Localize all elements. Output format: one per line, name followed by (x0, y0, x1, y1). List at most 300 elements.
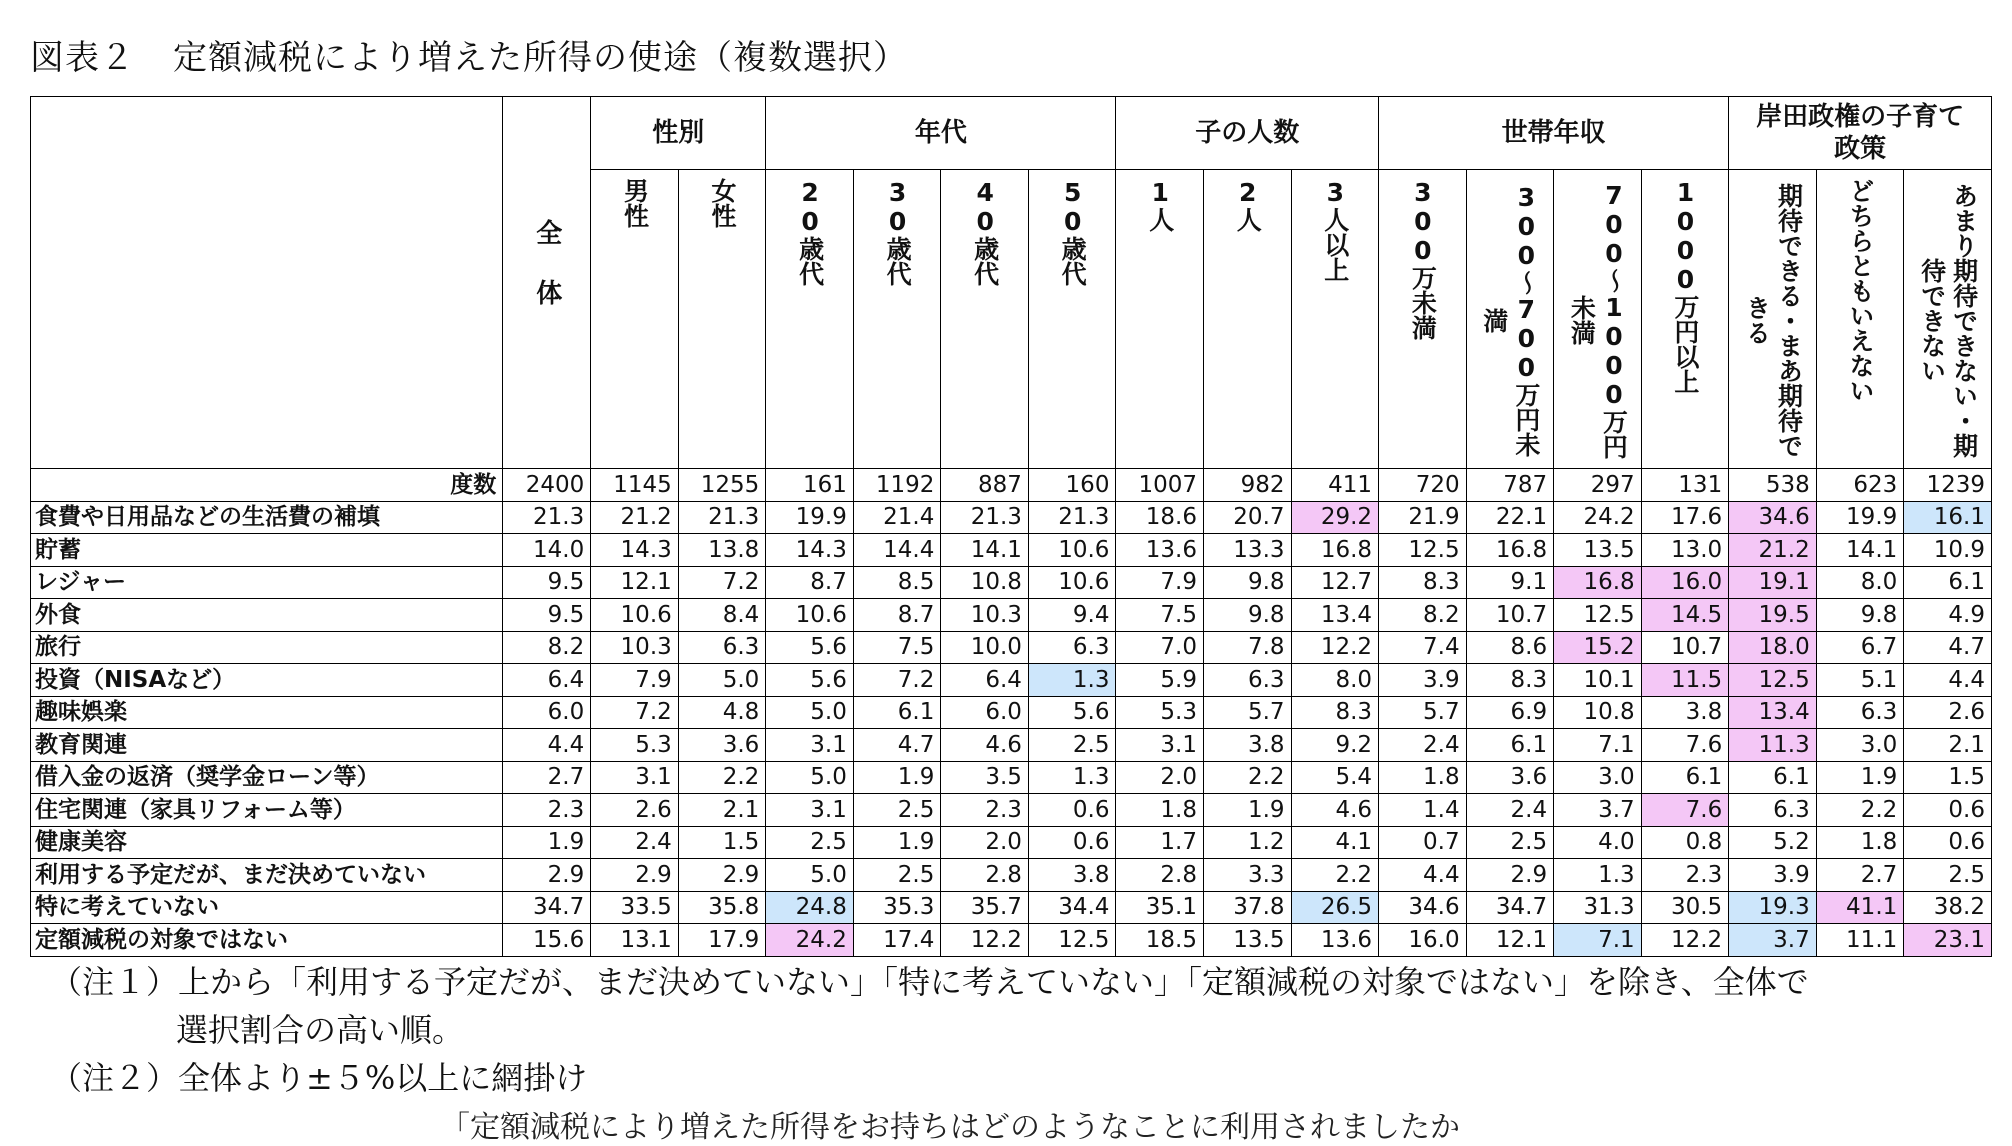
header-total: 全体 (503, 97, 591, 469)
value-cell: 6.3 (1028, 631, 1116, 664)
value-cell: 9.8 (1816, 599, 1904, 632)
value-cell: 12.5 (1379, 534, 1467, 567)
value-cell: 2.3 (941, 794, 1029, 827)
value-cell: 2.2 (1816, 794, 1904, 827)
value-cell: 14.0 (503, 534, 591, 567)
value-cell: 33.5 (591, 891, 679, 924)
value-cell: 12.2 (941, 924, 1029, 957)
value-cell: 20.7 (1203, 501, 1291, 534)
value-cell: 9.4 (1028, 599, 1116, 632)
value-cell: 1.4 (1379, 794, 1467, 827)
value-cell: 1192 (853, 469, 941, 502)
value-cell: 8.2 (1379, 599, 1467, 632)
value-cell: 1239 (1904, 469, 1992, 502)
table-row (31, 664, 1992, 697)
sub-header-1: 女性 (678, 170, 766, 469)
value-cell: 2.6 (591, 794, 679, 827)
value-cell: 1255 (678, 469, 766, 502)
value-cell: 3.1 (766, 729, 854, 762)
value-cell: 6.1 (1466, 729, 1554, 762)
value-cell: 10.3 (591, 631, 679, 664)
value-cell: 21.9 (1379, 501, 1467, 534)
value-cell: 7.2 (853, 664, 941, 697)
value-cell: 6.0 (503, 696, 591, 729)
table-row (31, 891, 1992, 924)
value-cell: 5.6 (1028, 696, 1116, 729)
value-cell: 1.9 (503, 826, 591, 859)
value-cell: 538 (1729, 469, 1817, 502)
value-cell: 7.0 (1116, 631, 1204, 664)
value-cell: 0.6 (1028, 794, 1116, 827)
value-cell: 12.2 (1641, 924, 1729, 957)
value-cell: 6.1 (1641, 761, 1729, 794)
value-cell: 21.3 (503, 501, 591, 534)
value-cell: 3.3 (1203, 859, 1291, 892)
value-cell: 21.2 (591, 501, 679, 534)
value-cell: 23.1 (1904, 924, 1992, 957)
table-row (31, 534, 1992, 567)
note-1-continued: 選択割合の高い順。 (176, 1011, 465, 1049)
value-cell: 720 (1379, 469, 1467, 502)
value-cell: 3.1 (591, 761, 679, 794)
value-cell: 5.9 (1116, 664, 1204, 697)
value-cell: 7.5 (853, 631, 941, 664)
value-cell: 31.3 (1554, 891, 1642, 924)
figure-number: 図表２ (30, 38, 135, 78)
value-cell: 5.4 (1291, 761, 1379, 794)
value-cell: 9.5 (503, 599, 591, 632)
value-cell: 9.8 (1203, 566, 1291, 599)
value-cell: 7.2 (678, 566, 766, 599)
value-cell: 623 (1816, 469, 1904, 502)
group-header-children: 子の人数 (1116, 97, 1379, 170)
row-label: 投資（NISAなど） (31, 664, 503, 697)
value-cell: 34.4 (1028, 891, 1116, 924)
value-cell: 38.2 (1904, 891, 1992, 924)
value-cell: 26.5 (1291, 891, 1379, 924)
value-cell: 13.0 (1641, 534, 1729, 567)
value-cell: 7.8 (1203, 631, 1291, 664)
value-cell: 18.0 (1729, 631, 1817, 664)
value-cell: 5.1 (1816, 664, 1904, 697)
value-cell: 160 (1028, 469, 1116, 502)
value-cell: 21.3 (1028, 501, 1116, 534)
value-cell: 13.4 (1291, 599, 1379, 632)
value-cell: 6.4 (503, 664, 591, 697)
value-cell: 6.3 (1816, 696, 1904, 729)
row-label: 旅行 (31, 631, 503, 664)
value-cell: 2.5 (853, 794, 941, 827)
value-cell: 35.1 (1116, 891, 1204, 924)
value-cell: 7.5 (1116, 599, 1204, 632)
table-row (31, 761, 1992, 794)
survey-table (30, 96, 1992, 957)
value-cell: 2.1 (678, 794, 766, 827)
value-cell: 4.4 (1379, 859, 1467, 892)
value-cell: 6.0 (941, 696, 1029, 729)
value-cell: 5.6 (766, 664, 854, 697)
value-cell: 14.1 (1816, 534, 1904, 567)
value-cell: 15.2 (1554, 631, 1642, 664)
value-cell: 5.7 (1379, 696, 1467, 729)
value-cell: 8.4 (678, 599, 766, 632)
value-cell: 29.2 (1291, 501, 1379, 534)
row-label: 借入金の返済（奨学金ローン等） (31, 761, 503, 794)
value-cell: 17.9 (678, 924, 766, 957)
value-cell: 2400 (503, 469, 591, 502)
sub-header-4: 40歳代 (941, 170, 1029, 469)
value-cell: 2.2 (1203, 761, 1291, 794)
sub-header-8: 3人以上 (1291, 170, 1379, 469)
table-row (31, 924, 1992, 957)
value-cell: 21.3 (941, 501, 1029, 534)
value-cell: 1.9 (853, 826, 941, 859)
value-cell: 6.3 (678, 631, 766, 664)
value-cell: 1.3 (1028, 664, 1116, 697)
value-cell: 6.3 (1203, 664, 1291, 697)
sub-header-3: 30歳代 (853, 170, 941, 469)
value-cell: 10.6 (1028, 566, 1116, 599)
value-cell: 5.3 (1116, 696, 1204, 729)
table-row (31, 729, 1992, 762)
value-cell: 12.7 (1291, 566, 1379, 599)
value-cell: 16.0 (1641, 566, 1729, 599)
sub-header-14: どちらともいえない (1816, 170, 1904, 469)
sub-header-6: 1人 (1116, 170, 1204, 469)
value-cell: 1.8 (1116, 794, 1204, 827)
group-header-income: 世帯年収 (1379, 97, 1729, 170)
value-cell: 24.2 (1554, 501, 1642, 534)
value-cell: 3.9 (1379, 664, 1467, 697)
sub-header-7: 2人 (1203, 170, 1291, 469)
value-cell: 10.9 (1904, 534, 1992, 567)
figure-title (30, 30, 908, 79)
table-row (31, 859, 1992, 892)
value-cell: 7.1 (1554, 924, 1642, 957)
row-label: 食費や日用品などの生活費の補填 (31, 501, 503, 534)
row-label: レジャー (31, 566, 503, 599)
value-cell: 2.9 (591, 859, 679, 892)
value-cell: 2.6 (1904, 696, 1992, 729)
count-row (31, 469, 1992, 502)
value-cell: 19.5 (1729, 599, 1817, 632)
table-row (31, 794, 1992, 827)
value-cell: 3.9 (1729, 859, 1817, 892)
row-label: 趣味娯楽 (31, 696, 503, 729)
value-cell: 7.4 (1379, 631, 1467, 664)
sub-header-5: 50歳代 (1028, 170, 1116, 469)
cut-off-caption: 「定額減税により増えた所得をお持ちはどのようなことに利用されましたか (440, 1110, 1460, 1145)
value-cell: 21.2 (1729, 534, 1817, 567)
value-cell: 4.0 (1554, 826, 1642, 859)
value-cell: 1.9 (853, 761, 941, 794)
value-cell: 8.2 (503, 631, 591, 664)
value-cell: 7.1 (1554, 729, 1642, 762)
value-cell: 2.0 (1116, 761, 1204, 794)
value-cell: 13.6 (1116, 534, 1204, 567)
value-cell: 6.3 (1729, 794, 1817, 827)
value-cell: 2.8 (1116, 859, 1204, 892)
value-cell: 3.5 (941, 761, 1029, 794)
value-cell: 34.7 (1466, 891, 1554, 924)
value-cell: 18.6 (1116, 501, 1204, 534)
value-cell: 12.5 (1729, 664, 1817, 697)
group-header-gender: 性別 (591, 97, 766, 170)
value-cell: 2.7 (1816, 859, 1904, 892)
value-cell: 297 (1554, 469, 1642, 502)
notes (50, 958, 1809, 1102)
sub-header-2: 20歳代 (766, 170, 854, 469)
value-cell: 8.6 (1466, 631, 1554, 664)
value-cell: 2.3 (503, 794, 591, 827)
value-cell: 1007 (1116, 469, 1204, 502)
value-cell: 7.9 (1116, 566, 1204, 599)
value-cell: 10.8 (941, 566, 1029, 599)
value-cell: 14.1 (941, 534, 1029, 567)
row-label: 定額減税の対象ではない (31, 924, 503, 957)
value-cell: 35.3 (853, 891, 941, 924)
value-cell: 7.2 (591, 696, 679, 729)
value-cell: 10.7 (1466, 599, 1554, 632)
value-cell: 8.3 (1379, 566, 1467, 599)
value-cell: 12.1 (1466, 924, 1554, 957)
value-cell: 19.9 (766, 501, 854, 534)
value-cell: 16.8 (1291, 534, 1379, 567)
value-cell: 3.7 (1729, 924, 1817, 957)
value-cell: 13.6 (1291, 924, 1379, 957)
value-cell: 3.1 (766, 794, 854, 827)
value-cell: 8.5 (853, 566, 941, 599)
value-cell: 18.5 (1116, 924, 1204, 957)
value-cell: 13.4 (1729, 696, 1817, 729)
note-2: （注２）全体より±５%以上に網掛け (50, 1059, 588, 1097)
value-cell: 34.6 (1379, 891, 1467, 924)
value-cell: 2.2 (1291, 859, 1379, 892)
value-cell: 12.2 (1291, 631, 1379, 664)
figure-title-text: 定額減税により増えた所得の使途（複数選択） (173, 38, 908, 78)
value-cell: 0.6 (1028, 826, 1116, 859)
value-cell: 4.6 (941, 729, 1029, 762)
value-cell: 887 (941, 469, 1029, 502)
value-cell: 10.7 (1641, 631, 1729, 664)
value-cell: 3.6 (678, 729, 766, 762)
value-cell: 34.6 (1729, 501, 1817, 534)
value-cell: 2.4 (591, 826, 679, 859)
value-cell: 1.7 (1116, 826, 1204, 859)
value-cell: 2.1 (1904, 729, 1992, 762)
value-cell: 5.0 (766, 696, 854, 729)
value-cell: 4.8 (678, 696, 766, 729)
value-cell: 6.1 (853, 696, 941, 729)
value-cell: 4.4 (503, 729, 591, 762)
value-cell: 3.8 (1641, 696, 1729, 729)
value-cell: 11.1 (1816, 924, 1904, 957)
value-cell: 15.6 (503, 924, 591, 957)
value-cell: 7.9 (591, 664, 679, 697)
value-cell: 13.5 (1203, 924, 1291, 957)
value-cell: 9.5 (503, 566, 591, 599)
value-cell: 8.3 (1291, 696, 1379, 729)
sub-header-9: 300万未満 (1379, 170, 1467, 469)
row-label: 外食 (31, 599, 503, 632)
value-cell: 21.3 (678, 501, 766, 534)
value-cell: 10.6 (591, 599, 679, 632)
value-cell: 13.8 (678, 534, 766, 567)
table-row (31, 631, 1992, 664)
value-cell: 11.3 (1729, 729, 1817, 762)
row-label: 教育関連 (31, 729, 503, 762)
value-cell: 4.7 (1904, 631, 1992, 664)
value-cell: 1.9 (1203, 794, 1291, 827)
value-cell: 30.5 (1641, 891, 1729, 924)
value-cell: 6.9 (1466, 696, 1554, 729)
value-cell: 4.1 (1291, 826, 1379, 859)
value-cell: 13.3 (1203, 534, 1291, 567)
value-cell: 8.7 (853, 599, 941, 632)
table-row (31, 599, 1992, 632)
value-cell: 35.7 (941, 891, 1029, 924)
value-cell: 7.6 (1641, 794, 1729, 827)
value-cell: 9.2 (1291, 729, 1379, 762)
value-cell: 4.6 (1291, 794, 1379, 827)
value-cell: 3.6 (1466, 761, 1554, 794)
value-cell: 14.3 (766, 534, 854, 567)
value-cell: 10.0 (941, 631, 1029, 664)
value-cell: 2.4 (1379, 729, 1467, 762)
value-cell: 2.5 (853, 859, 941, 892)
value-cell: 17.4 (853, 924, 941, 957)
value-cell: 1.5 (678, 826, 766, 859)
value-cell: 2.9 (678, 859, 766, 892)
value-cell: 2.7 (503, 761, 591, 794)
sub-header-15: あまり期待できない・期待できない (1904, 170, 1992, 469)
value-cell: 14.4 (853, 534, 941, 567)
sub-header-10: 300〜700万円未満 (1466, 170, 1554, 469)
row-label: 利用する予定だが、まだ決めていない (31, 859, 503, 892)
value-cell: 1145 (591, 469, 679, 502)
value-cell: 6.7 (1816, 631, 1904, 664)
value-cell: 1.5 (1904, 761, 1992, 794)
row-label: 貯蓄 (31, 534, 503, 567)
value-cell: 8.0 (1291, 664, 1379, 697)
value-cell: 14.5 (1641, 599, 1729, 632)
value-cell: 10.3 (941, 599, 1029, 632)
value-cell: 37.8 (1203, 891, 1291, 924)
value-cell: 1.3 (1028, 761, 1116, 794)
value-cell: 12.1 (591, 566, 679, 599)
value-cell: 5.0 (678, 664, 766, 697)
value-cell: 5.7 (1203, 696, 1291, 729)
value-cell: 5.3 (591, 729, 679, 762)
value-cell: 8.7 (766, 566, 854, 599)
value-cell: 19.1 (1729, 566, 1817, 599)
value-cell: 2.3 (1641, 859, 1729, 892)
value-cell: 19.3 (1729, 891, 1817, 924)
value-cell: 787 (1466, 469, 1554, 502)
value-cell: 2.9 (1466, 859, 1554, 892)
value-cell: 35.8 (678, 891, 766, 924)
value-cell: 131 (1641, 469, 1729, 502)
value-cell: 41.1 (1816, 891, 1904, 924)
value-cell: 10.1 (1554, 664, 1642, 697)
value-cell: 4.4 (1904, 664, 1992, 697)
row-label: 度数 (31, 469, 503, 502)
value-cell: 161 (766, 469, 854, 502)
value-cell: 11.5 (1641, 664, 1729, 697)
value-cell: 16.0 (1379, 924, 1467, 957)
value-cell: 9.8 (1203, 599, 1291, 632)
value-cell: 16.8 (1554, 566, 1642, 599)
sub-header-0: 男性 (591, 170, 679, 469)
value-cell: 16.8 (1466, 534, 1554, 567)
value-cell: 2.8 (941, 859, 1029, 892)
value-cell: 5.0 (766, 761, 854, 794)
value-cell: 0.6 (1904, 794, 1992, 827)
row-label: 健康美容 (31, 826, 503, 859)
note-1: （注１）上から「利用する予定だが、まだ決めていない」「特に考えていない」「定額減税の対象ではない」を除き、全体で (50, 963, 1809, 1001)
value-cell: 3.7 (1554, 794, 1642, 827)
value-cell: 982 (1203, 469, 1291, 502)
value-cell: 2.9 (503, 859, 591, 892)
value-cell: 2.4 (1466, 794, 1554, 827)
value-cell: 2.0 (941, 826, 1029, 859)
value-cell: 16.1 (1904, 501, 1992, 534)
value-cell: 12.5 (1554, 599, 1642, 632)
value-cell: 1.2 (1203, 826, 1291, 859)
value-cell: 10.6 (1028, 534, 1116, 567)
value-cell: 24.2 (766, 924, 854, 957)
value-cell: 0.8 (1641, 826, 1729, 859)
value-cell: 12.5 (1028, 924, 1116, 957)
value-cell: 3.0 (1816, 729, 1904, 762)
value-cell: 6.4 (941, 664, 1029, 697)
value-cell: 3.8 (1203, 729, 1291, 762)
table-row (31, 566, 1992, 599)
value-cell: 10.8 (1554, 696, 1642, 729)
value-cell: 6.1 (1729, 761, 1817, 794)
value-cell: 2.5 (1904, 859, 1992, 892)
value-cell: 13.1 (591, 924, 679, 957)
value-cell: 0.7 (1379, 826, 1467, 859)
value-cell: 2.5 (1466, 826, 1554, 859)
value-cell: 2.5 (766, 826, 854, 859)
table-row (31, 501, 1992, 534)
table-row (31, 696, 1992, 729)
header-corner-cell (31, 97, 503, 469)
value-cell: 14.3 (591, 534, 679, 567)
value-cell: 24.8 (766, 891, 854, 924)
group-header-policy: 岸田政権の子育て政策 (1729, 97, 1992, 170)
value-cell: 1.8 (1379, 761, 1467, 794)
row-label: 住宅関連（家具リフォーム等） (31, 794, 503, 827)
value-cell: 3.1 (1116, 729, 1204, 762)
value-cell: 22.1 (1466, 501, 1554, 534)
value-cell: 1.8 (1816, 826, 1904, 859)
row-label: 特に考えていない (31, 891, 503, 924)
value-cell: 3.0 (1554, 761, 1642, 794)
group-header-age: 年代 (766, 97, 1116, 170)
value-cell: 6.1 (1904, 566, 1992, 599)
value-cell: 8.0 (1816, 566, 1904, 599)
value-cell: 0.6 (1904, 826, 1992, 859)
table-row (31, 826, 1992, 859)
value-cell: 4.7 (853, 729, 941, 762)
value-cell: 21.4 (853, 501, 941, 534)
value-cell: 4.9 (1904, 599, 1992, 632)
value-cell: 3.8 (1028, 859, 1116, 892)
sub-header-13: 期待できる・まあ期待できる (1729, 170, 1817, 469)
value-cell: 5.6 (766, 631, 854, 664)
